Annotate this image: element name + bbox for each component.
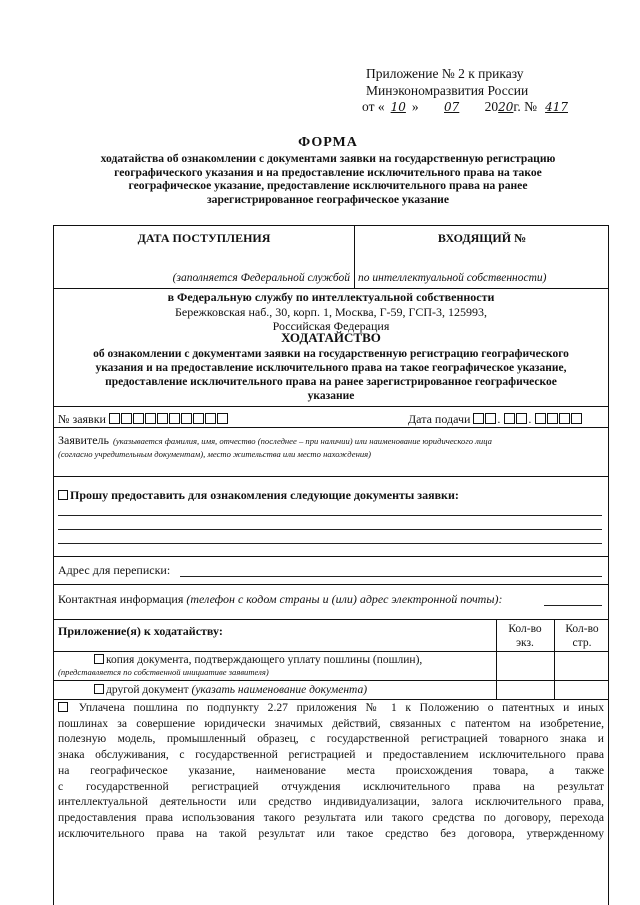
pages-header-line: Кол-во	[565, 623, 599, 635]
fee-line: на географическое указание, наименование места происхождения товара, а также	[58, 763, 604, 777]
contact-field[interactable]	[58, 592, 502, 607]
petition-subtitle-line: предоставление исключительного права на ранее зарегистрированное географическое	[105, 376, 557, 388]
order-ref-line1: Приложение № 2 к приказу	[366, 66, 524, 81]
fee-line: пошлинах за совершение юридически значимых действий, связанных с патентом на изобретение,	[58, 716, 604, 730]
incoming-number-label: ВХОДЯЩИЙ №	[437, 231, 527, 245]
attachments-label: Приложение(я) к ходатайству:	[58, 624, 223, 638]
petition-form	[53, 225, 609, 905]
addressee	[54, 290, 608, 334]
filing-date-cells[interactable]: . .	[473, 412, 583, 427]
applicant-note: (согласно учредительным документам), место жительства или место нахождения)	[58, 449, 371, 459]
attachment-fee-label: копия документа, подтверждающего уплату пошлины (пошлин),	[106, 654, 423, 666]
contact-input[interactable]	[544, 605, 602, 606]
copies-header-line: экз.	[516, 637, 534, 649]
pages-header	[554, 622, 610, 650]
fee-checkbox[interactable]	[58, 702, 68, 712]
fee-line: с государственной регистрацией отчуждения исключительного права на результат	[58, 779, 604, 793]
request-line[interactable]	[58, 529, 602, 530]
form-title-line: зарегистрированное географическое указание	[207, 192, 449, 206]
application-number-cells[interactable]	[109, 412, 229, 427]
request-line[interactable]	[58, 543, 602, 544]
petition-subtitle-line: указания и на предоставление исключительного права на такое географическое указание,	[95, 362, 567, 374]
attachment-other[interactable]	[94, 683, 367, 697]
fee-paragraph	[58, 700, 604, 841]
applicant-note: (указывается фамилия, имя, отчество (последнее – при наличии) или наименование юридического лица	[112, 436, 492, 446]
address-input[interactable]	[180, 576, 602, 577]
applicant-label: Заявитель	[58, 433, 109, 447]
request-documents[interactable]	[58, 488, 459, 503]
petition-subtitle	[54, 347, 608, 403]
order-year: 20	[498, 100, 514, 114]
attachment-other-checkbox[interactable]	[94, 684, 104, 694]
fee-line: предоставления права использования такого результата или такого средства по договору, перехода	[58, 810, 604, 824]
fill-note-right: по интеллектуальной собственности)	[358, 272, 547, 284]
order-month: 07	[444, 100, 460, 114]
addressee-line: Российская Федерация	[272, 319, 390, 333]
pages-header-line: стр.	[572, 637, 592, 649]
copies-header	[496, 622, 554, 650]
order-ref-date: от « 10 » 07 2020г. № 417	[362, 99, 616, 116]
form-title-word: ФОРМА	[298, 135, 358, 150]
request-line[interactable]	[58, 515, 602, 516]
application-number-label: № заявки	[58, 412, 106, 426]
filing-date-label: Дата подачи	[408, 412, 471, 426]
fee-line: Уплачена пошлина по подпункту 2.27 приложения № 1 к Положению о патентных и иных	[58, 700, 604, 716]
request-checkbox[interactable]	[58, 490, 68, 500]
contact-label: Контактная информация	[58, 592, 184, 606]
fee-line: интеллектуальной деятельности или средство индивидуализации, залога исключительного права,	[58, 795, 604, 809]
addressee-line: Бережковская наб., 30, корп. 1, Москва, Г-59, ГСП-3, 125993,	[174, 304, 487, 319]
addressee-line: в Федеральную службу по интеллектуальной собственности	[167, 290, 495, 304]
receipt-date-label: ДАТА ПОСТУПЛЕНИЯ	[137, 231, 271, 245]
form-title-line: географического указания и на предоставление исключительного права на такое	[114, 165, 542, 179]
form-title	[40, 134, 616, 206]
petition-subtitle-line: указание	[307, 390, 355, 402]
fee-line: исключительного права на такой результат или такое средство без договора, утвержденному	[58, 826, 604, 840]
form-title-line: ходатайства об ознакомлении с документами заявки на государственную регистрацию	[100, 152, 556, 165]
fill-note-left: (заполняется Федеральной службой	[172, 272, 350, 284]
attachment-fee-note: (представляется по собственной инициативе заявителя)	[58, 667, 269, 677]
address-label: Адрес для переписки:	[58, 563, 171, 577]
form-title-line: географическое указание, предоставление исключительного права на ранее	[128, 179, 528, 192]
attachment-other-note: (указать наименование документа)	[191, 684, 368, 696]
order-reference	[362, 66, 616, 116]
petition-subtitle-line: об ознакомлении с документами заявки на государственную регистрацию географического	[93, 348, 569, 360]
copies-header-line: Кол-во	[508, 623, 542, 635]
applicant-field[interactable]	[58, 431, 606, 460]
attachment-other-label: другой документ	[106, 684, 189, 696]
petition-word: ХОДАТАЙСТВО	[281, 330, 381, 345]
attachment-fee-copy[interactable]	[58, 653, 494, 678]
filing-date-field[interactable]	[408, 412, 583, 427]
request-label: Прошу предоставить для ознакомления следующие документы заявки:	[70, 488, 459, 502]
contact-note: (телефон с кодом страны и (или) адрес электронной почты):	[186, 592, 503, 606]
order-day: 10	[390, 100, 406, 114]
application-number-field[interactable]	[58, 412, 229, 427]
attachment-fee-checkbox[interactable]	[94, 654, 104, 664]
fee-line: знака обслуживания, с государственной регистрацией и предоставлением исключительного права	[58, 748, 604, 762]
fee-line: полезную модель, промышленный образец, с государственной регистрацией товарного знака и	[58, 732, 604, 746]
order-number: 417	[545, 100, 568, 114]
order-ref-line2: Минэкономразвития России	[366, 82, 529, 98]
